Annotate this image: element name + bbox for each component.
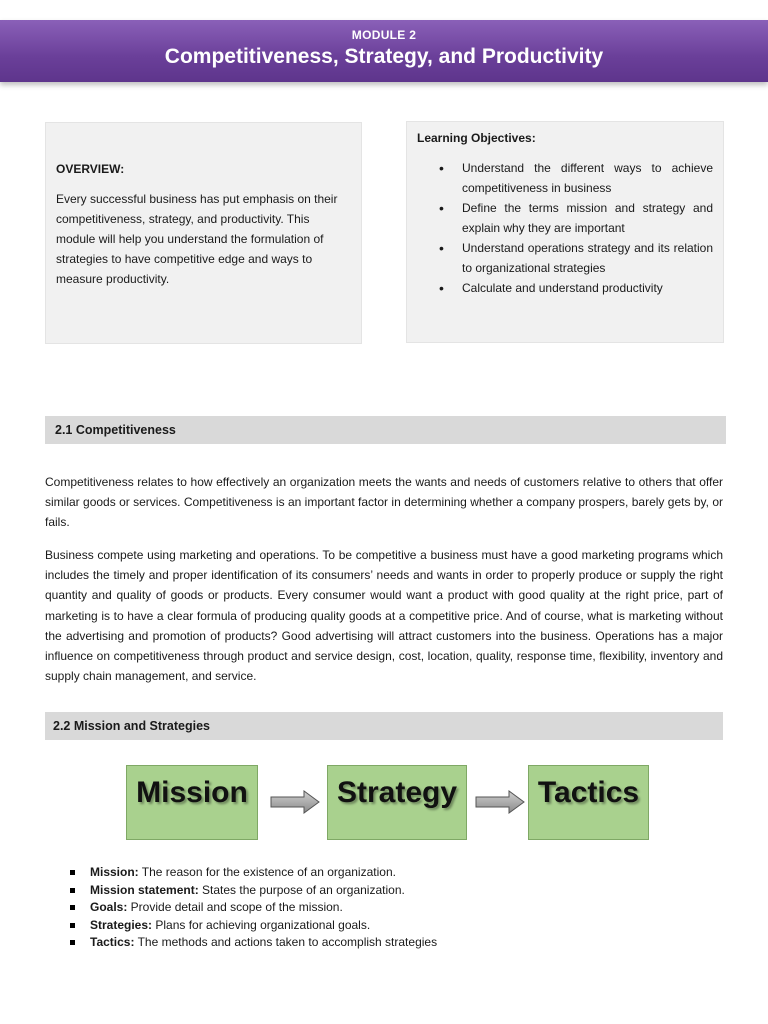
competitiveness-paragraph-2: Business compete using marketing and operations. To be competitive a business must have a good marketing programs which includes the timely and proper identification of its consumers’ needs and wants in order to properly produce or supply the right quantity and quality of goods or products. Every consumer would want a product with good quality at the right price, part of marketing is to have a clear formula of producing quality goods at a competitive price. And of course, what is marketing without the advertising and promotion of products? Good advertising will attract customers into the business. Operations has a major influence on competitiveness through product and service design, cost, location, quality, response time, flexibility, inventory and supply chain management, and service. bbox=[45, 548, 723, 684]
definition-text: Provide detail and scope of the mission. bbox=[127, 900, 343, 914]
definition-item bbox=[68, 934, 728, 952]
objectives-list bbox=[417, 158, 713, 298]
definition-text: States the purpose of an organization. bbox=[198, 882, 405, 897]
definition-term: Tactics: bbox=[90, 935, 135, 949]
definition-text: Plans for achieving organizational goals. bbox=[152, 917, 371, 932]
learning-objectives-panel bbox=[406, 121, 724, 343]
definition-item bbox=[68, 917, 728, 935]
overview-heading: OVERVIEW: bbox=[56, 162, 125, 176]
flow-box-strategy: Strategy bbox=[327, 765, 467, 840]
flow-box-tactics: Tactics bbox=[528, 765, 649, 840]
definition-text: The reason for the existence of an organization. bbox=[138, 865, 396, 879]
objective-item: • Define the terms mission and strategy and explain why they are important bbox=[417, 198, 713, 238]
module-number: MODULE 2 bbox=[351, 28, 417, 42]
section-heading-mission-strategies: 2.2 Mission and Strategies bbox=[45, 712, 723, 740]
right-arrow-icon bbox=[270, 790, 320, 814]
definition-term: Strategies: bbox=[90, 917, 153, 932]
overview-text: Every successful business has put emphasis on their competitiveness, strategy, and productivity. This module will help you understand the formulation of strategies to have competitive edge and ways to measure productivity. bbox=[56, 192, 338, 286]
module-banner bbox=[0, 20, 768, 82]
section-heading-competitiveness: 2.1 Competitiveness bbox=[45, 416, 726, 444]
definition-item bbox=[68, 864, 728, 882]
definition-term: Mission statement: bbox=[90, 882, 199, 897]
definition-term: Goals: bbox=[90, 900, 128, 914]
definition-item bbox=[68, 899, 728, 917]
right-arrow-icon bbox=[475, 790, 525, 814]
objective-item: • Calculate and understand productivity bbox=[417, 278, 713, 298]
page-title: Competitiveness, Strategy, and Productivity bbox=[164, 45, 604, 68]
objective-item: • Understand the different ways to achieve competitiveness in business bbox=[417, 158, 713, 198]
definition-text: The methods and actions taken to accomplish strategies bbox=[134, 935, 438, 949]
definition-term: Mission: bbox=[90, 865, 139, 879]
objective-item: • Understand operations strategy and its relation to organizational strategies bbox=[417, 238, 713, 278]
objectives-heading: Learning Objectives: bbox=[417, 131, 536, 145]
overview-panel bbox=[45, 122, 362, 344]
flow-box-mission: Mission bbox=[126, 765, 258, 840]
definition-item bbox=[68, 882, 728, 900]
competitiveness-paragraph-1: Competitiveness relates to how effectively an organization meets the wants and needs of customers relative to others that offer similar goods or services. Competitiveness is an important factor in determining whether a company prospers, barely gets by, or fails. bbox=[45, 475, 723, 530]
definitions-list bbox=[68, 864, 728, 952]
